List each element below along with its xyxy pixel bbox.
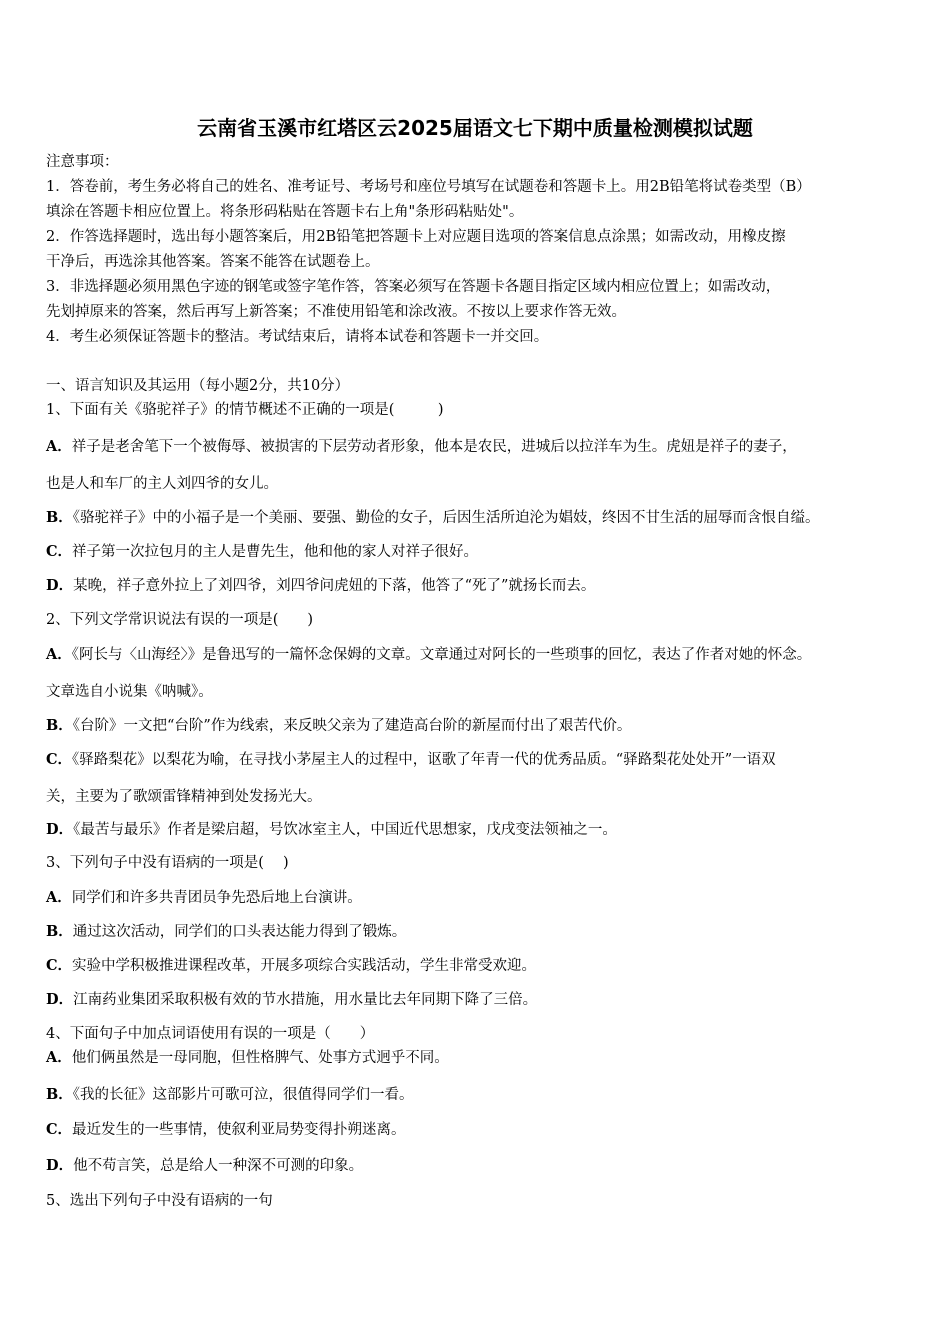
option-d bbox=[46, 820, 617, 840]
question-stem: 4、下面句子中加点词语使用有误的一项是（ ） bbox=[46, 1026, 375, 1042]
option-text: 江南药业集团采取积极有效的节水措施，用水量比去年同期下降了三倍。 bbox=[73, 992, 538, 1008]
notes-line: 填涂在答题卡相应位置上。将条形码粘贴在答题卡右上角"条形码粘贴处"。 bbox=[46, 204, 524, 220]
option-b bbox=[46, 1085, 414, 1105]
option-c bbox=[46, 542, 478, 562]
notes-line: 干净后，再选涂其他答案。答案不能答在试题卷上。 bbox=[46, 254, 380, 270]
option-text: 他们俩虽然是一母同胞，但性格脾气、处事方式迥乎不同。 bbox=[71, 1050, 449, 1066]
option-continuation: 文章选自小说集《呐喊》。 bbox=[46, 684, 213, 700]
option-text: 某晚，祥子意外拉上了刘四爷，刘四爷问虎妞的下落，他答了“死了”就扬长而去。 bbox=[73, 578, 596, 594]
option-label: B． bbox=[46, 509, 73, 526]
page-title: 云南省玉溪市红塔区云2025届语文七下期中质量检测模拟试题 bbox=[197, 116, 753, 140]
option-c bbox=[46, 750, 776, 770]
option-label: D． bbox=[46, 991, 74, 1008]
option-label: B． bbox=[46, 923, 73, 940]
option-label: B． bbox=[46, 717, 73, 734]
option-text: 《我的长征》这部影片可歌可泣，很值得同学们一看。 bbox=[72, 1087, 414, 1103]
option-b bbox=[46, 716, 631, 736]
option-label: D． bbox=[46, 1157, 74, 1174]
notes-line: 先划掉原来的答案，然后再写上新答案；不准使用铅笔和涂改液。不按以上要求作答无效。 bbox=[46, 304, 626, 320]
option-label: B． bbox=[46, 1086, 73, 1103]
option-text: 他不苟言笑，总是给人一种深不可测的印象。 bbox=[73, 1158, 364, 1174]
option-text: 《台阶》一文把“台阶”作为线索，来反映父亲为了建造高台阶的新屋而付出了艰苦代价。 bbox=[72, 718, 632, 734]
notes-line: 4．考生必须保证答题卡的整洁。考试结束后，请将本试卷和答题卡一并交回。 bbox=[46, 329, 549, 345]
option-d bbox=[46, 576, 595, 596]
option-text: 通过这次活动，同学们的口头表达能力得到了锻炼。 bbox=[72, 924, 407, 940]
option-label: C． bbox=[46, 543, 73, 560]
option-a bbox=[46, 437, 797, 457]
option-text: 最近发生的一些事情，使叙利亚局势变得扑朔迷离。 bbox=[72, 1122, 406, 1138]
notes-line: 3．非选择题必须用黑色字迹的钢笔或签字笔作答，答案必须写在答题卡各题目指定区域内相应位置上；如需改动， bbox=[46, 279, 781, 295]
notes-heading: 注意事项： bbox=[46, 154, 119, 170]
option-label: D． bbox=[46, 577, 74, 594]
option-d bbox=[46, 1156, 363, 1176]
option-label: A． bbox=[46, 438, 72, 455]
option-text: 实验中学积极推进课程改革，开展多项综合实践活动，学生非常受欢迎。 bbox=[72, 958, 537, 974]
option-label: C． bbox=[46, 957, 73, 974]
option-continuation: 关，主要为了歌颂雷锋精神到处发扬光大。 bbox=[46, 789, 322, 805]
option-b bbox=[46, 922, 406, 942]
option-a bbox=[46, 888, 362, 908]
option-c bbox=[46, 956, 536, 976]
option-label: A． bbox=[46, 1049, 72, 1066]
option-text: 《骆驼祥子》中的小福子是一个美丽、要强、勤俭的女子，后因生活所迫沦为娼妓，终因不甘生活的屈辱而含恨自缢。 bbox=[72, 510, 820, 526]
option-label: D． bbox=[46, 821, 74, 838]
option-text: 祥子第一次拉包月的主人是曹先生，他和他的家人对祥子很好。 bbox=[72, 544, 479, 560]
option-c bbox=[46, 1120, 406, 1140]
question-stem: 5、选出下列句子中没有语病的一句 bbox=[46, 1193, 273, 1209]
option-text: 《驿路梨花》以梨花为喻，在寻找小茅屋主人的过程中，讴歌了年青一代的优秀品质。“驿路梨花处处开”一语双 bbox=[72, 752, 776, 768]
option-label: A． bbox=[46, 646, 72, 663]
option-d bbox=[46, 990, 537, 1010]
option-label: A． bbox=[46, 889, 72, 906]
option-label: C． bbox=[46, 1121, 73, 1138]
notes-line: 2．作答选择题时，选出每小题答案后，用2B铅笔把答题卡上对应题目选项的答案信息点涂黑；如需改动，用橡皮擦 bbox=[46, 229, 786, 245]
option-text: 祥子是老舍笔下一个被侮辱、被损害的下层劳动者形象，他本是农民，进城后以拉洋车为生。虎妞是祥子的妻子， bbox=[71, 439, 797, 455]
option-text: 《最苦与最乐》作者是梁启超，号饮冰室主人，中国近代思想家，戊戌变法领袖之一。 bbox=[73, 822, 617, 838]
option-b bbox=[46, 508, 820, 528]
question-stem: 1、下面有关《骆驼祥子》的情节概述不正确的一项是( ) bbox=[46, 402, 444, 418]
option-a bbox=[46, 645, 811, 665]
option-a bbox=[46, 1048, 449, 1068]
option-continuation: 也是人和车厂的主人刘四爷的女儿。 bbox=[46, 476, 278, 492]
option-label: C． bbox=[46, 751, 73, 768]
option-text: 《阿长与〈山海经〉》是鲁迅写的一篇怀念保姆的文章。文章通过对阿长的一些琐事的回忆，表达了作者对她的怀念。 bbox=[71, 647, 812, 663]
question-stem: 2、下列文学常识说法有误的一项是( ) bbox=[46, 612, 314, 628]
option-text: 同学们和许多共青团员争先恐后地上台演讲。 bbox=[71, 890, 362, 906]
section-heading: 一、语言知识及其运用（每小题2分，共10分） bbox=[46, 378, 350, 394]
question-stem: 3、下列句子中没有语病的一项是( ) bbox=[46, 855, 289, 871]
notes-line: 1．答卷前，考生务必将自己的姓名、准考证号、考场号和座位号填写在试题卷和答题卡上。用2B铅笔将试卷类型（B） bbox=[46, 179, 811, 195]
